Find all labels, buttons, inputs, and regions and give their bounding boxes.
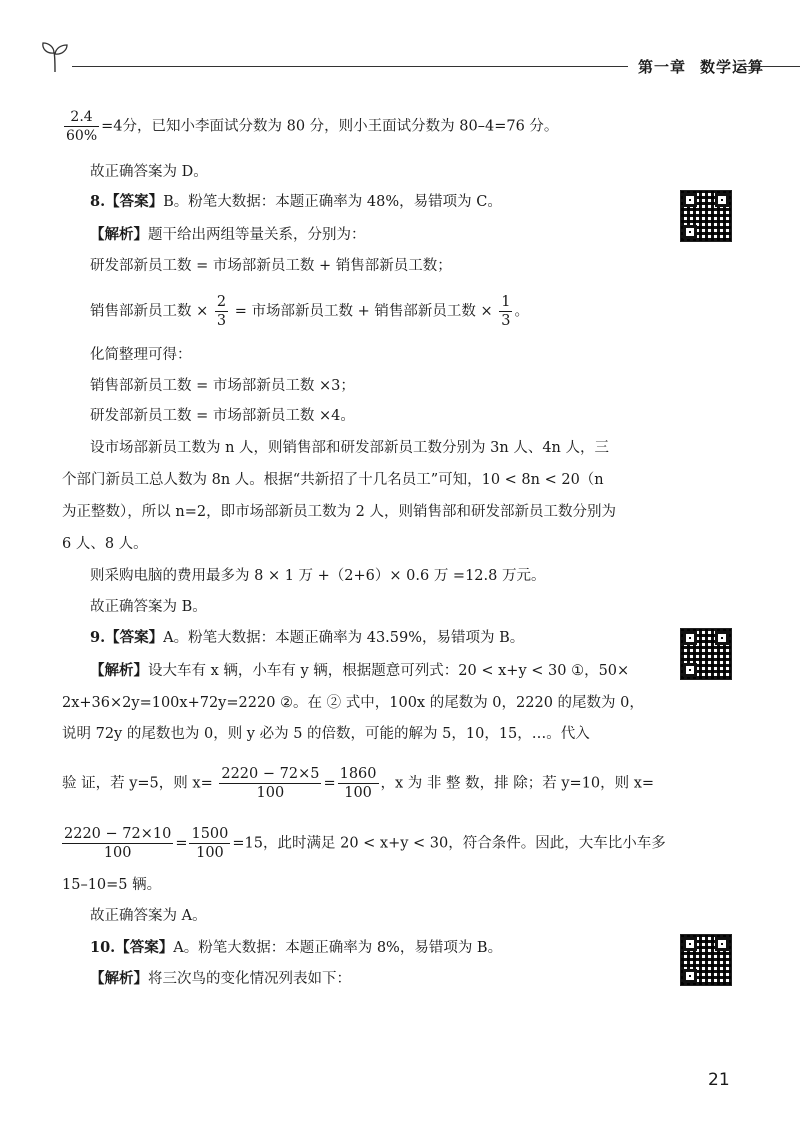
paragraph-line: 2x+36×2y=100x+72y=2220 ②。在 ② 式中，100x 的尾数为 0，2220 的尾数为 0， xyxy=(62,695,644,711)
fraction xyxy=(64,108,99,145)
fraction-numerator: 2.4 xyxy=(64,108,99,127)
text: 销售部新员工数 × xyxy=(90,303,209,320)
fraction-denominator: 100 xyxy=(256,785,285,801)
text: A。粉笔大数据：本题正确率为 8%，易错项为 B。 xyxy=(173,940,503,956)
fraction xyxy=(338,765,379,802)
question-10-answer xyxy=(90,938,502,958)
paragraph-line: 则采购电脑的费用最多为 8 × 1 万 +（2+6）× 0.6 万 =12.8 万元。 xyxy=(90,568,546,584)
header-rule xyxy=(72,66,628,67)
fraction-numerator: 1860 xyxy=(339,766,377,782)
fraction-denominator: 100 xyxy=(103,845,132,861)
question-8-answer xyxy=(90,192,502,212)
text: 将三次鸟的变化情况列表如下： xyxy=(148,971,351,987)
fraction-numerator: 2220 − 72×5 xyxy=(221,766,320,782)
fraction-denominator: 100 xyxy=(344,785,372,801)
fraction-denominator: 3 xyxy=(216,313,227,329)
text: A。粉笔大数据：本题正确率为 43.59%，易错项为 B。 xyxy=(163,630,525,646)
page-number: 21 xyxy=(708,1070,730,1090)
fraction-denominator: 100 xyxy=(196,845,224,861)
equation-line: 研发部新员工数 = 市场部新员工数 ×4。 xyxy=(90,408,355,424)
paragraph-line: 为正整数），所以 n=2，即市场部新员工数为 2 人，则销售部和研发部新员工数分别为 xyxy=(62,504,617,520)
sprout-icon xyxy=(40,40,70,74)
paragraph-line: 说明 72y 的尾数也为 0，则 y 必为 5 的倍数，可能的解为 5，10，15，…。代入 xyxy=(62,726,590,742)
text: =4分，已知小李面试分数为 80 分，则小王面试分数为 80–4=76 分。 xyxy=(101,118,559,135)
equation-line xyxy=(62,765,654,802)
text: = 市场部新员工数 + 销售部新员工数 × xyxy=(234,303,493,320)
text-line xyxy=(62,108,558,145)
answer-label: 9.【答案】 xyxy=(90,629,164,646)
fraction-denominator: 60% xyxy=(66,128,98,144)
fraction-numerator: 2220 − 72×10 xyxy=(64,826,172,842)
chapter-number: 第一章 xyxy=(638,58,687,76)
analysis-label: 【解析】 xyxy=(90,226,148,243)
text: 验 证，若 y=5，则 x= xyxy=(62,775,213,792)
qr-code[interactable] xyxy=(680,190,732,242)
text: B。粉笔大数据：本题正确率为 48%，易错项为 C。 xyxy=(163,194,502,210)
question-10-analysis xyxy=(90,969,351,989)
header-rule-right xyxy=(740,66,800,67)
paragraph-line: 15–10=5 辆。 xyxy=(62,877,162,893)
answer-line: 故正确答案为 D。 xyxy=(90,164,208,180)
question-8-analysis xyxy=(90,225,366,245)
answer-line: 故正确答案为 B。 xyxy=(90,599,207,615)
equation-line xyxy=(90,293,529,330)
equation-line: 销售部新员工数 = 市场部新员工数 ×3； xyxy=(90,378,355,394)
text: 。 xyxy=(514,303,529,320)
equation-line: 研发部新员工数 = 市场部新员工数 + 销售部新员工数； xyxy=(90,258,452,274)
paragraph-line: 设市场部新员工数为 n 人，则销售部和研发部新员工数分别为 3n 人、4n 人，三 xyxy=(90,440,610,456)
equation-line xyxy=(60,825,666,862)
answer-line: 故正确答案为 A。 xyxy=(90,908,207,924)
fraction-numerator: 1500 xyxy=(191,826,229,842)
fraction xyxy=(219,765,321,802)
page-header xyxy=(40,36,800,76)
text: = xyxy=(175,835,188,852)
text: 设大车有 x 辆，小车有 y 辆，根据题意可列式：20 < x+y < 30 ①，50× xyxy=(148,663,630,679)
text: ，x 为 非 整 数，排 除；若 y=10，则 x= xyxy=(380,775,655,792)
text: 题干给出两组等量关系，分别为： xyxy=(148,227,366,243)
analysis-label: 【解析】 xyxy=(90,970,148,987)
text: = xyxy=(323,775,336,792)
question-9-answer xyxy=(90,628,524,648)
fraction xyxy=(62,825,173,862)
answer-label: 8.【答案】 xyxy=(90,193,164,210)
chapter-title: 数学运算 xyxy=(700,58,765,76)
analysis-label: 【解析】 xyxy=(90,662,148,679)
fraction-denominator: 3 xyxy=(501,313,511,329)
text-line: 化简整理可得： xyxy=(90,347,192,363)
fraction-numerator: 2 xyxy=(216,294,227,310)
fraction xyxy=(499,293,512,330)
paragraph-line: 6 人、8 人。 xyxy=(62,536,148,552)
fraction xyxy=(215,293,228,330)
paragraph-line: 个部门新员工总人数为 8n 人。根据“共新招了十几名员工”可知，10 < 8n < 20（n xyxy=(62,472,604,488)
qr-code[interactable] xyxy=(680,628,732,680)
fraction-numerator: 1 xyxy=(501,294,511,310)
fraction xyxy=(189,825,230,862)
question-9-analysis xyxy=(90,661,629,681)
text: =15，此时满足 20 < x+y < 30，符合条件。因此，大车比小车多 xyxy=(232,835,666,852)
qr-code[interactable] xyxy=(680,934,732,986)
answer-label: 10.【答案】 xyxy=(90,939,174,956)
